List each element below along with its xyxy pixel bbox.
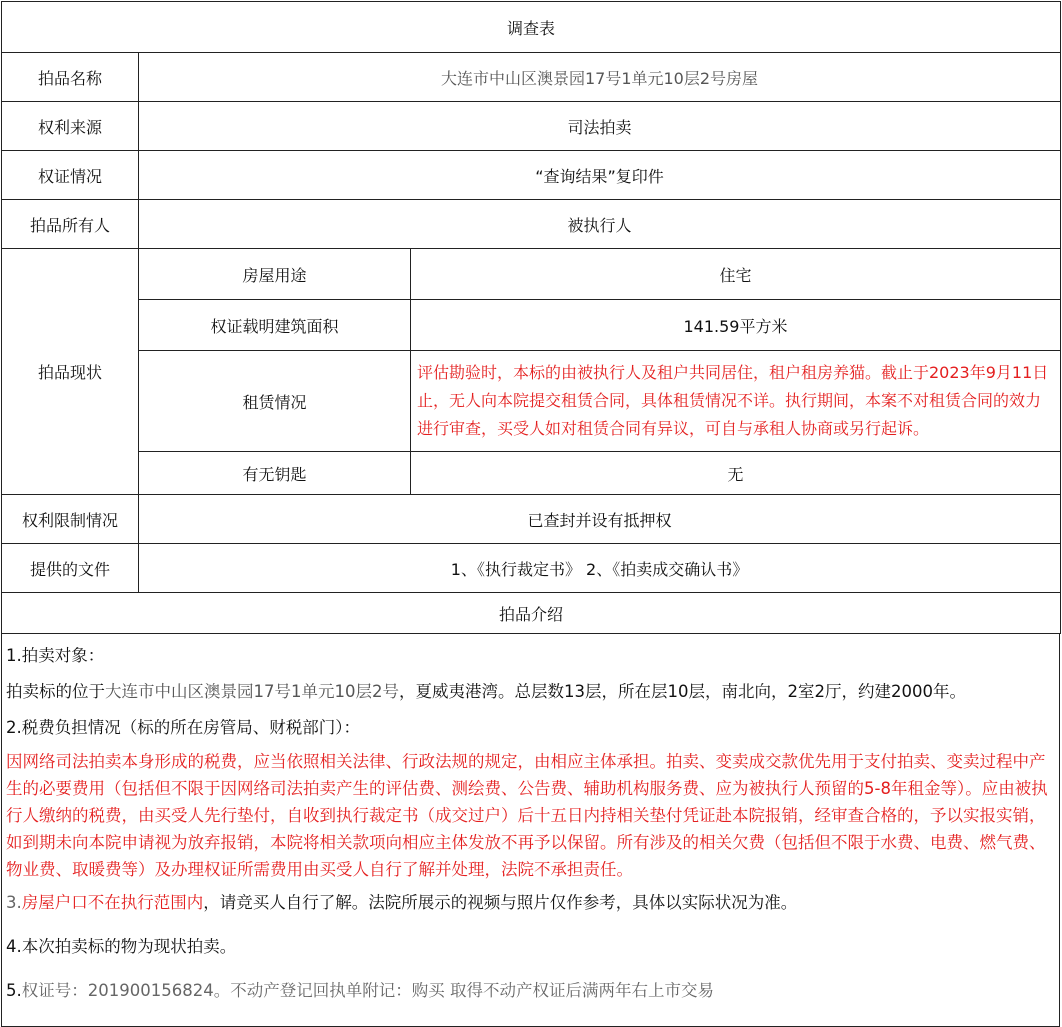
field-label-rights-limit: 权利限制情况 (2, 495, 139, 544)
intro-item5-rest: 权证号：201900156824。不动产登记回执单附记：购买 取得不动产权证后满两年右上市交易 (21, 981, 714, 1000)
intro-item1-prefix: 拍卖标的位于 (6, 682, 105, 701)
field-value-item-name: 大连市中山区澳景园17号1单元10层2号房屋 (139, 53, 1061, 102)
sub-label-area: 权证载明建筑面积 (139, 300, 411, 351)
intro-item1-address: 大连市中山区澳景园17号1单元10层2号 (105, 682, 399, 701)
field-label-item-name: 拍品名称 (2, 53, 139, 102)
field-value-certificate: “查询结果”复印件 (139, 151, 1061, 200)
field-value-rights-limit: 已查封并设有抵押权 (139, 495, 1061, 544)
intro-body (1, 634, 1060, 1027)
intro-item1-body (6, 676, 1055, 708)
intro-item5 (6, 975, 1055, 1007)
intro-item1-rest: ，夏威夷港湾。总层数13层，所在层10层，南北向，2室2厅，约建2000年。 (399, 682, 966, 701)
survey-table (1, 1, 1061, 634)
field-value-documents: 1、《执行裁定书》 2、《拍卖成交确认书》 (139, 544, 1061, 593)
sub-label-keys: 有无钥匙 (139, 452, 411, 495)
field-value-rights-source: 司法拍卖 (139, 102, 1061, 151)
field-label-documents: 提供的文件 (2, 544, 139, 593)
sub-value-area: 141.59平方米 (411, 300, 1061, 351)
intro-item5-num: 5. (6, 981, 22, 1000)
intro-item3-num: 3. (6, 893, 22, 912)
field-value-owner: 被执行人 (139, 200, 1061, 249)
intro-item1-title: 1.拍卖对象： (6, 646, 105, 665)
sub-label-lease: 租赁情况 (139, 351, 411, 452)
survey-sheet (0, 1, 1062, 1027)
sub-value-keys: 无 (411, 452, 1061, 495)
intro-heading: 拍品介绍 (2, 593, 1061, 634)
sub-label-usage: 房屋用途 (139, 249, 411, 300)
field-label-owner: 拍品所有人 (2, 200, 139, 249)
intro-item3-red: 房屋户口不在执行范围内 (21, 893, 204, 912)
field-label-certificate: 权证情况 (2, 151, 139, 200)
intro-item2-body: 因网络司法拍卖本身形成的税费，应当依照相关法律、行政法规的规定，由相应主体承担。拍卖、变卖成交款优先用于支付拍卖、变卖过程中产生的必要费用（包括但不限于因网络司法拍卖产生的评估费、测绘费、公告费、辅助机构服务费、应为被执行人预留的5-8年租金等）。应由被执行人缴纳的税费，由买受人先行垫付，自收到执行裁定书（成交过户）后十五日内持相关垫付凭证赴本院报销，经审查合格的，予以实报实销，如到期未向本院申请视为放弃报销，本院将相关款项向相应主体发放不再予以保留。所有涉及的相关欠费（包括但不限于水费、电费、燃气费、物业费、取暖费等）及办理权证所需费用由买受人自行了解并处理，法院不承担责任。 (6, 752, 1048, 879)
intro-item3 (6, 887, 1055, 919)
sub-value-usage: 住宅 (411, 249, 1061, 300)
sub-value-lease: 评估勘验时，本标的由被执行人及租户共同居住，租户租房养猫。截止于2023年9月11日止，无人向本院提交租赁合同，具体租赁情况不详。执行期间，本案不对租赁合同的效力进行审查，买受人如对租赁合同有异议，可自与承租人协商或另行起诉。 (411, 351, 1061, 452)
intro-item4: 4.本次拍卖标的物为现状拍卖。 (6, 937, 237, 956)
field-label-status: 拍品现状 (2, 249, 139, 495)
table-title: 调查表 (2, 2, 1061, 53)
intro-item2-title: 2.税费负担情况（标的所在房管局、财税部门）： (6, 718, 360, 737)
field-label-rights-source: 权利来源 (2, 102, 139, 151)
intro-item3-rest: ，请竞买人自行了解。法院所展示的视频与照片仅作参考，具体以实际状况为准。 (203, 893, 798, 912)
